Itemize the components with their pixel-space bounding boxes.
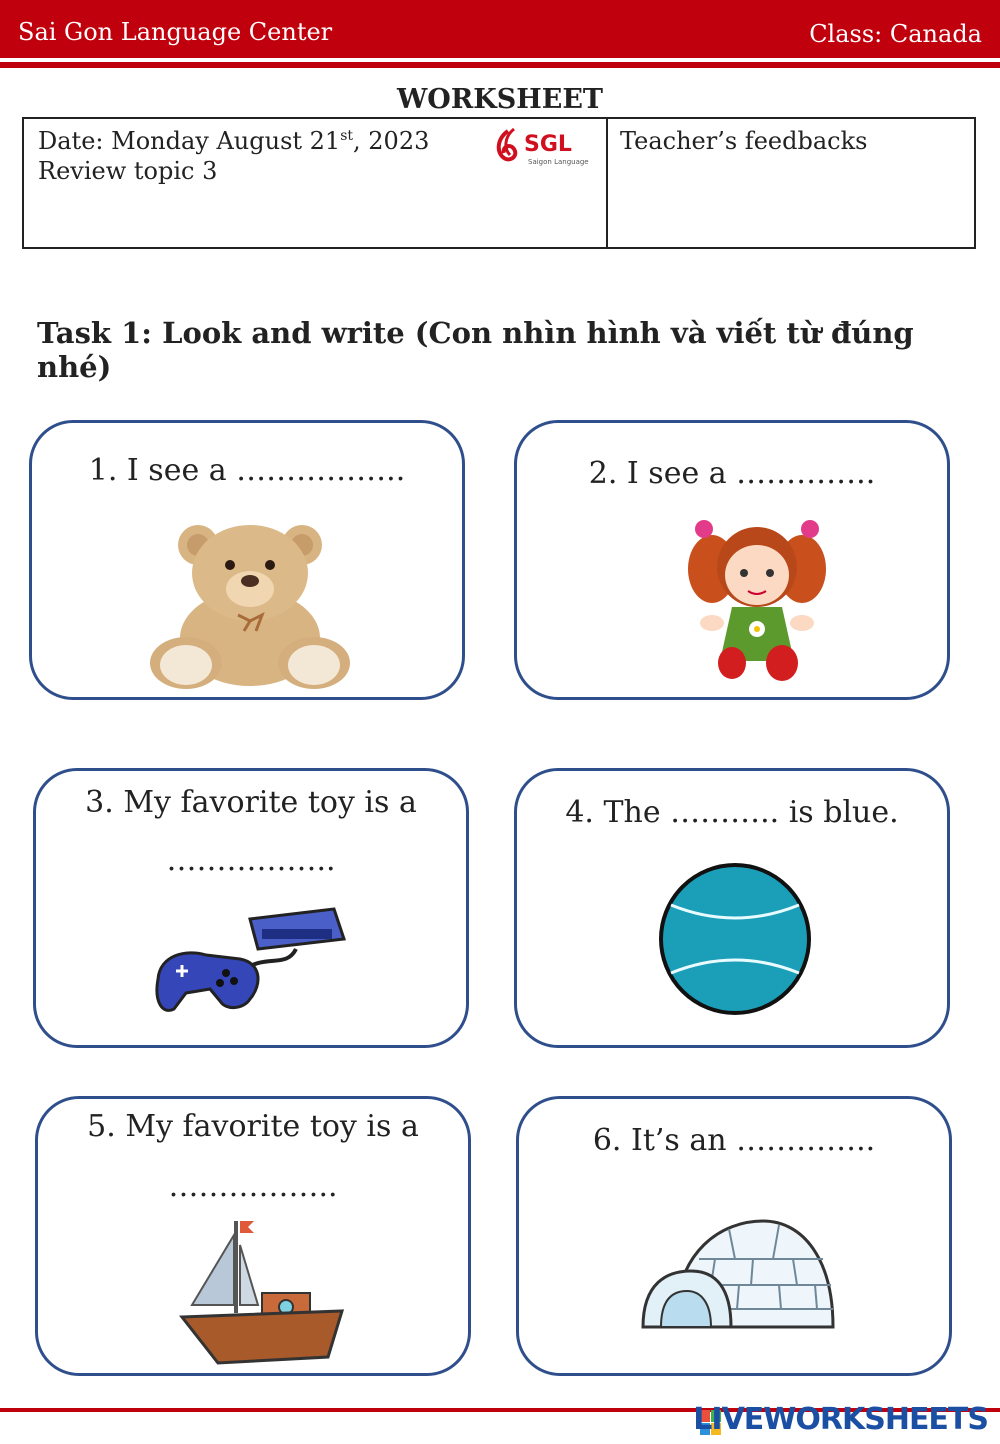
card-5-blank[interactable]: …………….. bbox=[168, 1169, 338, 1204]
date-text: Date: Monday August 21 bbox=[38, 127, 341, 155]
info-table bbox=[22, 117, 976, 249]
info-right-cell bbox=[608, 119, 974, 247]
logo-subtext: Saigon Language bbox=[528, 158, 589, 166]
card-1-prompt[interactable]: 1. I see a …………….. bbox=[88, 453, 406, 488]
card-5 bbox=[35, 1096, 471, 1376]
sailboat-icon bbox=[178, 1213, 348, 1373]
worksheet-title: WORKSHEET bbox=[396, 84, 603, 115]
card-6 bbox=[516, 1096, 952, 1376]
teddy-bear-icon bbox=[150, 513, 350, 693]
review-topic: Review topic 3 bbox=[38, 157, 218, 185]
date-ordinal: st bbox=[340, 128, 354, 144]
card-5-prompt[interactable]: 5. My favorite toy is a bbox=[87, 1109, 419, 1144]
sgl-logo bbox=[494, 125, 594, 169]
header-divider bbox=[0, 62, 1000, 68]
feedback-label: Teacher’s feedbacks bbox=[620, 127, 868, 155]
task1-title: Task 1: Look and write (Con nhìn hình và viết từ đúng nhé) bbox=[37, 316, 914, 384]
logo-text: SGL bbox=[524, 132, 572, 157]
ball-icon bbox=[657, 861, 813, 1017]
doll-icon bbox=[672, 511, 842, 681]
card-2-prompt[interactable]: 2. I see a ………….. bbox=[588, 456, 876, 491]
center-name: Sai Gon Language Center bbox=[18, 18, 333, 46]
class-label: Class: Canada bbox=[809, 20, 982, 48]
card-6-prompt[interactable]: 6. It’s an ………….. bbox=[592, 1123, 876, 1158]
date-year: , 2023 bbox=[353, 127, 430, 155]
game-controller-icon bbox=[146, 889, 366, 1039]
info-left-cell bbox=[24, 119, 608, 247]
liveworksheets-watermark: LIVEWORKSHEETS bbox=[693, 1402, 988, 1437]
card-4-prompt[interactable]: 4. The ……….. is blue. bbox=[565, 795, 899, 830]
date-line bbox=[38, 127, 429, 155]
card-3-blank[interactable]: …………….. bbox=[166, 843, 336, 878]
igloo-icon bbox=[639, 1199, 839, 1339]
card-1 bbox=[29, 420, 465, 700]
card-3-prompt[interactable]: 3. My favorite toy is a bbox=[85, 785, 417, 820]
card-2 bbox=[514, 420, 950, 700]
card-4 bbox=[514, 768, 950, 1048]
card-3 bbox=[33, 768, 469, 1048]
